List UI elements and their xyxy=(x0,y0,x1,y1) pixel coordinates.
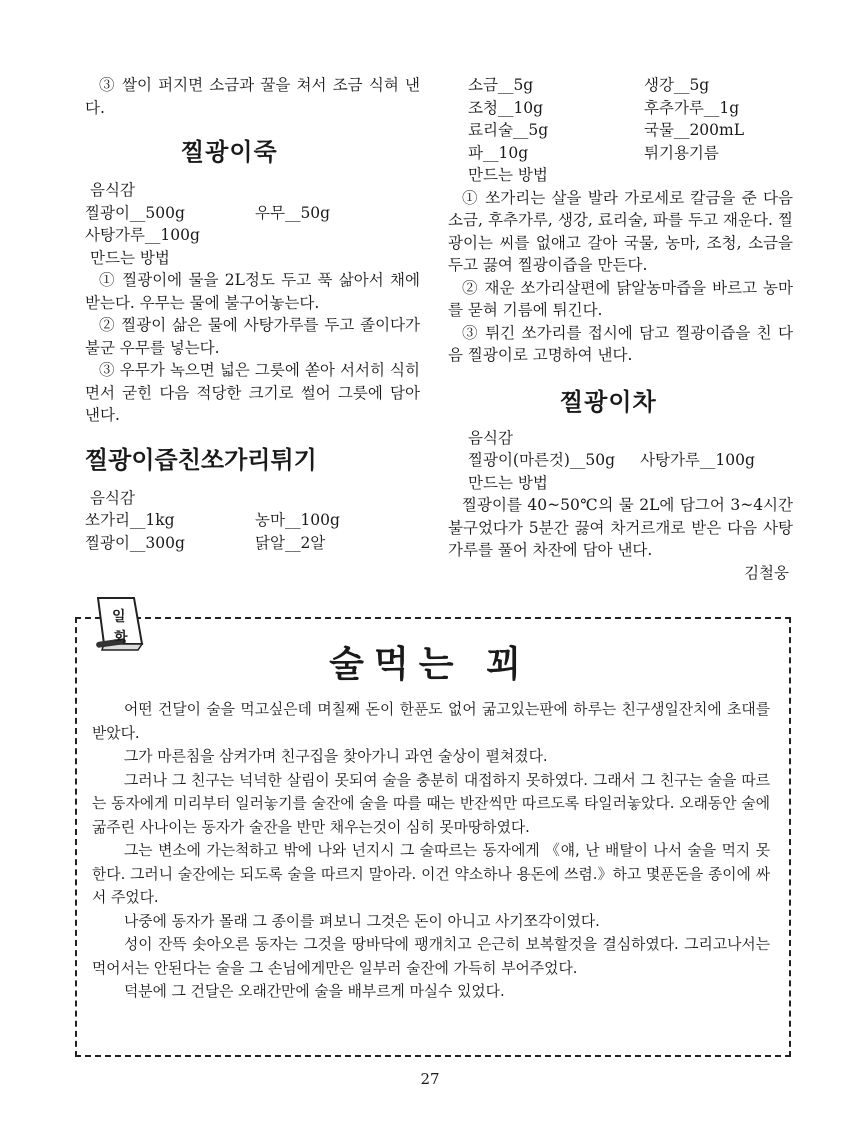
method-label: 만드는 방법 xyxy=(468,166,548,184)
author: 김철웅 xyxy=(744,563,789,582)
section-title-sogari-twigi: 찔광이즙친쏘가리튀기 xyxy=(85,445,317,474)
method-step: ② 찔광이 삶은 물에 사탕가루를 두고 졸이다가 불군 우무를 넣는다. xyxy=(85,316,420,357)
story-paragraph: 덕분에 그 건달은 오래간만에 술을 배부르게 마실수 있었다. xyxy=(124,983,505,1000)
ingredient-row xyxy=(448,97,793,120)
method-step: ① 찔광이에 물을 2L정도 두고 푹 삶아서 채에 받는다. 우무는 물에 불구어놓는다. xyxy=(85,271,420,312)
ingredient: 찔광이__500g xyxy=(85,203,185,222)
ingredient: 찔광이__300g xyxy=(85,533,185,552)
ingredient: 생강__5g xyxy=(644,76,710,94)
story-title: 술먹는 꾀 xyxy=(329,644,531,685)
method-label: 만드는 방법 xyxy=(468,473,548,492)
ingredient-row xyxy=(448,74,793,97)
ingredient-row xyxy=(85,202,420,225)
intro-step: ③ 쌀이 퍼지면 소금과 꿀을 쳐서 조금 식혀 낸다. xyxy=(85,76,420,117)
story-badge-text-2: 화 xyxy=(114,630,128,646)
method-label: 만드는 방법 xyxy=(90,248,170,267)
ingredient: 우무__50g xyxy=(255,203,331,222)
ingredients-label: 음식감 xyxy=(468,428,513,447)
ingredient-row xyxy=(85,509,420,532)
ingredient-row xyxy=(448,119,793,142)
ingredient: 사탕가루__100g xyxy=(85,226,200,244)
story-badge-text-1: 일 xyxy=(112,609,126,625)
ingredient: 파__10g xyxy=(468,143,529,162)
page-number: 27 xyxy=(420,1070,440,1088)
ingredient-row xyxy=(85,224,420,247)
ingredient: 쏘가리__1kg xyxy=(85,511,175,529)
ingredient: 닭알__2알 xyxy=(255,533,326,552)
method-step: 찔광이를 40~50℃의 물 2L에 담그어 3~4시간 불구었다가 5분간 끓여 차거르개로 받은 다음 사탕가루를 풀어 차잔에 담아 낸다. xyxy=(448,496,793,559)
story-paragraph: 그러나 그 친구는 넉넉한 살림이 못되여 술을 충분히 대접하지 못하였다. 그래서 그 친구는 술을 따르는 동자에게 미리부터 일러놓기를 술잔에 술을 따를 때는 반잔씩만 따르도록 타일러놓았다. 오래동안 술에 굶주린 사나이는 동자가 술잔을 반만 채우는것이 심히 못마땅하였다. xyxy=(92,771,770,836)
ingredient-row xyxy=(448,449,793,472)
method-step: ② 재운 쏘가리살편에 닭알농마즙을 바르고 농마를 묻혀 기름에 튀긴다. xyxy=(448,278,793,319)
story-paragraph: 나중에 동자가 몰래 그 종이를 펴보니 그것은 돈이 아니고 사기쪼각이였다. xyxy=(124,912,600,930)
ingredients-label: 음식감 xyxy=(90,488,135,507)
left-column xyxy=(85,74,420,554)
ingredient: 튀기용기름 xyxy=(644,143,719,162)
ingredients-label: 음식감 xyxy=(90,181,135,199)
story-text xyxy=(92,698,770,1004)
story-paragraph: 성이 잔뜩 솟아오른 동자는 그것을 땅바닥에 팽개치고 은근히 보복할것을 결심하였다. 그리고나서는 먹어서는 안된다는 술을 그 손님에게만은 일부러 술잔에 가득히 부어주었다. xyxy=(92,936,770,977)
ingredient: 후추가루__1g xyxy=(644,98,740,117)
section-title-jjilgwangi-cha: 찔광이차 xyxy=(560,387,657,416)
ingredient: 료리술__5g xyxy=(468,121,549,139)
ingredient: 농마__100g xyxy=(255,511,340,529)
story-paragraph: 어떤 건달이 술을 먹고싶은데 며칠째 돈이 한푼도 없어 굶고있는판에 하루는 친구생일잔치에 초대를 받았다. xyxy=(92,701,770,742)
ingredient-row xyxy=(85,532,420,555)
method-step: ③ 튀긴 쏘가리를 접시에 담고 찔광이즙을 친 다음 찔광이로 고명하여 낸다. xyxy=(448,323,793,364)
story-paragraph: 그는 변소에 가는척하고 밖에 나와 넌지시 그 술따르는 동자에게 《얘, 난 배탈이 나서 술을 먹지 못한다. 그러니 술잔에는 되도록 술을 따르지 말아라. 이건 약소하나 용돈에 쓰렴.》하고 몇푼돈을 종이에 싸서 주었다. xyxy=(92,842,770,906)
section-title-jjilgwangi-juk: 찔광이죽 xyxy=(181,138,278,166)
ingredient: 찔광이(마른것)__50g xyxy=(468,451,616,469)
ingredient: 사탕가루__100g xyxy=(640,451,755,469)
ingredient-row xyxy=(448,142,793,165)
method-step: ③ 우무가 녹으면 넓은 그릇에 쏟아 서서히 식히면서 굳힌 다음 적당한 크기로 썰어 그릇에 담아 낸다. xyxy=(85,361,420,424)
right-column xyxy=(448,74,793,584)
story-paragraph: 그가 마른침을 삼켜가며 친구집을 찾아가니 과연 술상이 펼쳐졌다. xyxy=(124,748,548,765)
method-step: ① 쏘가리는 살을 발라 가로세로 칼금을 준 다음 소금, 후추가루, 생강, 료리술, 파를 두고 재운다. 찔광이는 씨를 없애고 갈아 국물, 농마, 조청, 소금을 두고 끓여 찔광이즙을 만든다. xyxy=(448,188,793,274)
ingredient: 소금__5g xyxy=(468,76,534,94)
ingredient: 조청__10g xyxy=(468,98,544,117)
ingredient: 국물__200mL xyxy=(644,121,745,139)
